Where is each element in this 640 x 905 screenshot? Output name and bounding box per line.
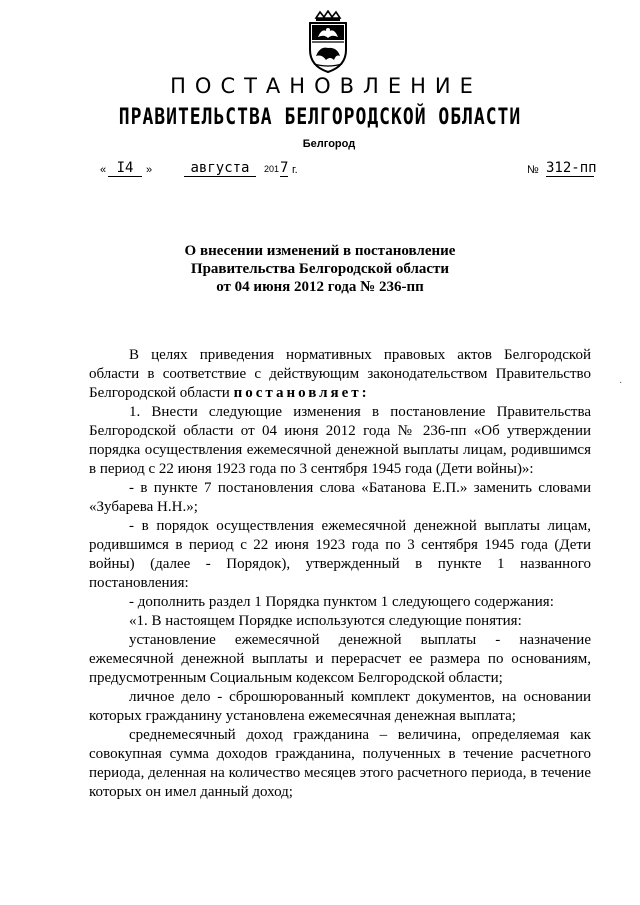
document-body bbox=[89, 346, 591, 802]
subject-line: Правительства Белгородской области bbox=[190, 261, 450, 277]
scan-artifact-mark: · bbox=[619, 378, 623, 389]
date-year-suffix: 7 bbox=[280, 160, 289, 176]
document-number: 312-пп bbox=[546, 160, 597, 176]
preamble-paragraph bbox=[89, 346, 591, 403]
paragraph: «1. В настоящем Порядке используются следующие понятия: bbox=[129, 613, 522, 629]
paragraph: - в пункте 7 постановления слова «Батанова Е.П.» заменить словами «Зубарева Н.Н.»; bbox=[89, 480, 591, 515]
number-label: № bbox=[527, 164, 539, 176]
date-year-end: г. bbox=[292, 164, 298, 176]
date-day: I4 bbox=[108, 160, 142, 177]
date-month: августа bbox=[184, 160, 256, 177]
date-number-line bbox=[0, 158, 640, 178]
paragraph: личное дело - сброшюрованный комплект документов, на основании которых гражданину установлена ежемесячная денежная выплата; bbox=[89, 689, 591, 724]
subject-line: от 04 июня 2012 года № 236-пп bbox=[216, 279, 424, 295]
paragraph: среднемесячный доход гражданина – величина, определяемая как совокупная сумма доходов гражданина, полученных в течение расчетного периода, деленная на количество месяцев этого расчетного периода, в течение которых он имел данный доход; bbox=[89, 727, 591, 800]
resolves-keyword: постановляет: bbox=[233, 385, 370, 401]
paragraph: - в порядок осуществления ежемесячной денежной выплаты лицам, родившимся в период с 22 июня 1923 года по 3 сентября 1945 года (Дети войны) (далее - Порядок), утвержденный в пункте 1 названного постановления: bbox=[89, 518, 591, 591]
city-label: Белгород bbox=[302, 138, 356, 150]
preamble-text: В целях приведения нормативных правовых актов Белгородской области в соответствие с действующим законодательством Правительство Белгородской области bbox=[89, 347, 591, 401]
issuing-authority-heading: ПРАВИТЕЛЬСТВА БЕЛГОРОДСКОЙ ОБЛАСТИ bbox=[118, 104, 522, 131]
paragraph: - дополнить раздел 1 Порядка пунктом 1 следующего содержания: bbox=[129, 594, 554, 610]
open-quote: « bbox=[100, 164, 107, 176]
document-type-heading: ПОСТАНОВЛЕНИЕ bbox=[170, 74, 482, 98]
document-subject bbox=[0, 242, 640, 296]
paragraph: 1. Внести следующие изменения в постановление Правительства Белгородской области от 04 июня 2012 года № 236-пп «Об утверждении порядка осуществления ежемесячной денежной выплаты лицам, родившимся в период с 22 июня 1923 года по 3 сентября 1945 года (Дети войны)»: bbox=[89, 404, 591, 477]
paragraph: установление ежемесячной денежной выплаты - назначение ежемесячной денежной выплаты и перерасчет ее размера по основаниям, предусмотренным Социальным кодексом Белгородской области; bbox=[89, 632, 591, 686]
coat-of-arms-emblem bbox=[304, 10, 352, 76]
close-quote: » bbox=[146, 164, 153, 176]
date-year-prefix: 201 bbox=[264, 164, 280, 174]
subject-line: О внесении изменений в постановление bbox=[184, 243, 456, 259]
